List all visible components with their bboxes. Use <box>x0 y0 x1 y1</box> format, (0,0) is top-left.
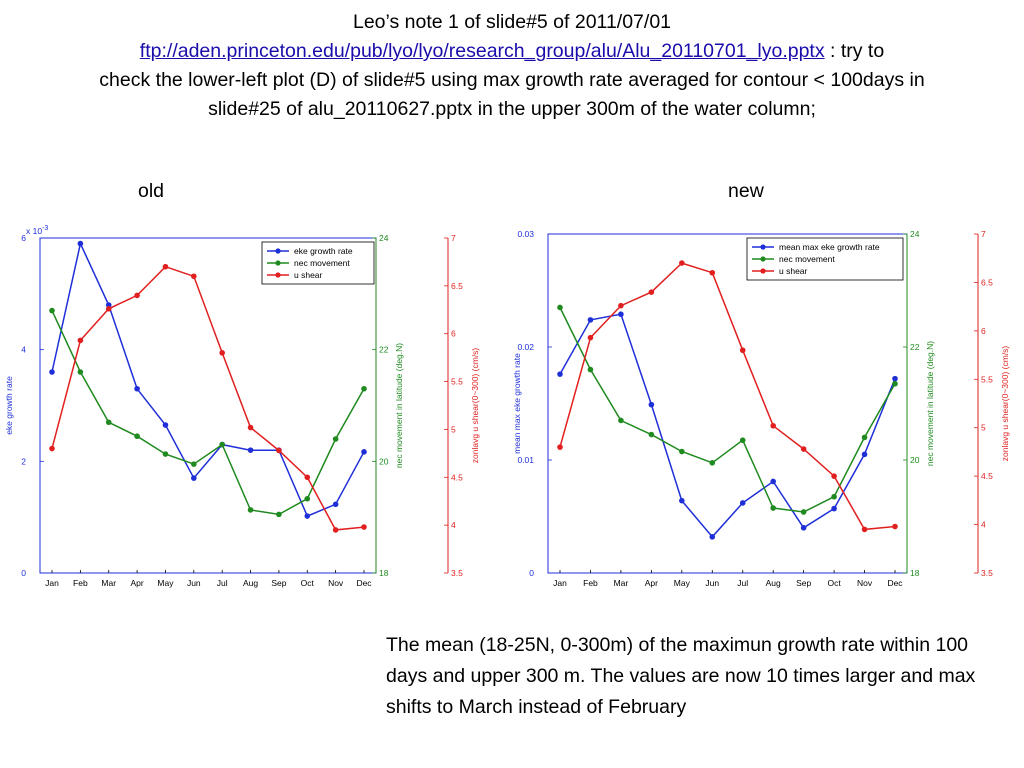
green-tick-label: 22 <box>910 342 920 352</box>
x-tick-label: Feb <box>73 578 88 588</box>
red-tick-label: 3.5 <box>981 568 993 578</box>
data-point-left <box>892 376 898 382</box>
data-point-left <box>740 500 746 506</box>
data-point-green <box>49 308 55 314</box>
data-point-left <box>801 525 807 531</box>
data-point-left <box>304 513 310 519</box>
left-tick-label: 0.02 <box>517 342 534 352</box>
data-point-red <box>618 303 624 309</box>
new-chart <box>505 222 1020 592</box>
left-axis-label: mean max eke growth rate <box>512 353 522 454</box>
plot-frame <box>40 238 376 573</box>
data-point-green <box>248 507 254 513</box>
green-tick-label: 22 <box>379 344 389 355</box>
left-axis-exponent: x $10^{-3}$ <box>26 225 49 236</box>
x-tick-label: Mar <box>613 578 629 588</box>
data-point-green <box>304 496 310 502</box>
data-point-red <box>163 264 169 270</box>
red-tick-label: 7 <box>451 233 456 243</box>
data-point-left <box>831 506 837 512</box>
x-tick-label: Jun <box>186 578 201 588</box>
green-tick-label: 18 <box>379 568 389 578</box>
legend-marker <box>760 256 765 261</box>
data-point-red <box>831 473 837 479</box>
x-tick-label: Jul <box>737 578 749 588</box>
green-axis-label: nec movement in latitude (deg.N) <box>925 340 935 467</box>
data-point-red <box>219 350 225 356</box>
series-line-green <box>560 308 895 513</box>
red-tick-label: 3.5 <box>451 568 463 578</box>
data-point-green <box>361 386 367 392</box>
data-point-green <box>78 369 84 375</box>
data-point-red <box>709 270 715 276</box>
data-point-green <box>333 436 339 442</box>
left-tick-label: 0.01 <box>517 455 534 465</box>
green-tick-label: 24 <box>379 233 389 243</box>
note-text: The mean (18-25N, 0-300m) of the maximun growth rate within 100 days and upper 300 m. The values are now 10 times larger and max shifts to March instead of February <box>386 634 976 718</box>
data-point-left <box>49 369 55 375</box>
data-point-red <box>49 446 55 452</box>
data-point-red <box>740 347 746 353</box>
red-tick-label: 5 <box>451 424 456 435</box>
data-point-left <box>163 422 169 428</box>
green-tick-label: 20 <box>910 455 920 465</box>
slide-header <box>0 8 1024 124</box>
red-axis-label: zonlavg u shear(0~300) (cm/s) <box>470 347 480 464</box>
data-point-left <box>333 502 339 508</box>
x-tick-label: Apr <box>130 578 144 588</box>
x-tick-label: Sep <box>796 578 812 588</box>
data-point-red <box>679 260 685 266</box>
data-point-green <box>163 451 169 457</box>
red-tick-label: 4 <box>451 520 456 531</box>
legend-label: u shear <box>294 270 323 280</box>
x-tick-label: Mar <box>101 578 117 588</box>
data-point-green <box>588 367 594 373</box>
old-chart <box>0 222 500 592</box>
x-tick-label: Sep <box>271 578 287 588</box>
data-point-red <box>248 425 254 431</box>
left-tick-label: 0 <box>529 568 534 578</box>
x-tick-label: Jan <box>45 578 59 588</box>
x-tick-label: Jun <box>705 578 720 588</box>
red-tick-label: 5 <box>981 422 986 433</box>
data-point-left <box>618 311 624 317</box>
data-point-red <box>770 423 776 429</box>
data-point-green <box>618 418 624 424</box>
green-axis-label: nec movement in latitude (deg.N) <box>394 342 404 469</box>
data-point-red <box>588 335 594 341</box>
legend-marker <box>275 260 280 265</box>
legend-label: mean max eke growth rate <box>779 242 880 252</box>
data-point-green <box>801 509 807 515</box>
data-point-left <box>679 498 685 504</box>
header-link-line <box>0 37 1024 66</box>
red-tick-label: 5.5 <box>981 374 993 385</box>
legend-label: u shear <box>779 266 808 276</box>
left-axis-label: eke growth rate <box>4 376 14 435</box>
data-point-red <box>361 524 367 530</box>
data-point-green <box>709 460 715 466</box>
x-tick-label: Jul <box>216 578 228 588</box>
red-tick-label: 5.5 <box>451 376 463 387</box>
legend-label: nec movement <box>294 258 350 268</box>
left-tick-label: 2 <box>21 456 26 467</box>
red-tick-label: 6.5 <box>451 280 463 291</box>
x-tick-label: Dec <box>887 578 903 588</box>
series-line-left <box>52 244 364 516</box>
data-point-green <box>649 432 655 438</box>
data-point-green <box>892 381 898 387</box>
header-link-suffix: : try to <box>824 40 885 62</box>
data-point-left <box>134 386 140 392</box>
x-tick-label: Dec <box>356 578 372 588</box>
red-tick-label: 4 <box>981 519 986 530</box>
data-point-green <box>557 305 563 311</box>
data-point-left <box>78 241 84 247</box>
data-point-green <box>219 442 225 448</box>
data-point-red <box>276 448 282 454</box>
left-tick-label: 0.03 <box>517 229 534 239</box>
red-tick-label: 7 <box>981 229 986 239</box>
red-tick-label: 6 <box>451 328 456 339</box>
data-point-red <box>333 527 339 533</box>
legend-label: nec movement <box>779 254 835 264</box>
data-point-green <box>862 435 868 441</box>
x-tick-label: Aug <box>765 578 781 588</box>
data-point-left <box>557 371 563 377</box>
legend-marker <box>760 244 765 249</box>
legend-marker <box>275 272 280 277</box>
plot-frame <box>548 234 907 573</box>
data-point-left <box>862 452 868 458</box>
x-tick-label: Aug <box>242 578 259 588</box>
left-tick-label: 4 <box>21 344 26 355</box>
series-line-left <box>560 314 895 537</box>
x-tick-label: Oct <box>300 578 314 588</box>
x-tick-label: Jan <box>553 578 567 588</box>
data-point-red <box>78 338 84 344</box>
data-point-red <box>304 474 310 480</box>
data-point-red <box>191 273 197 279</box>
left-tick-label: 0 <box>21 568 26 578</box>
x-tick-label: Feb <box>583 578 598 588</box>
data-point-green <box>191 461 197 467</box>
header-title: Leo’s note 1 of slide#5 of 2011/07/01 <box>352 11 672 33</box>
data-point-green <box>770 505 776 511</box>
data-point-left <box>709 534 715 540</box>
data-point-left <box>649 402 655 408</box>
red-tick-label: 6.5 <box>981 277 993 288</box>
x-tick-label: Apr <box>644 578 658 588</box>
green-tick-label: 24 <box>910 229 920 239</box>
data-point-left <box>191 475 197 481</box>
left-tick-label: 6 <box>21 233 26 243</box>
x-tick-label: Oct <box>827 578 841 588</box>
data-point-green <box>679 449 685 455</box>
data-point-red <box>892 524 898 530</box>
green-tick-label: 18 <box>910 568 920 578</box>
data-point-green <box>276 512 282 518</box>
data-point-red <box>801 446 807 452</box>
x-tick-label: Nov <box>328 578 344 588</box>
pptx-link[interactable]: ftp://aden.princeton.edu/pub/lyo/lyo/research_group/alu/Alu_20110701_lyo.pptx <box>139 40 825 62</box>
red-tick-label: 4.5 <box>451 472 463 483</box>
data-point-red <box>134 293 140 299</box>
legend-marker <box>760 268 765 273</box>
legend-label: eke growth rate <box>294 246 353 256</box>
data-point-red <box>106 306 112 312</box>
data-point-left <box>361 449 367 455</box>
x-tick-label: May <box>673 578 690 588</box>
x-tick-label: May <box>157 578 174 588</box>
red-tick-label: 4.5 <box>981 471 993 482</box>
green-tick-label: 20 <box>379 456 389 467</box>
red-tick-label: 6 <box>981 325 986 336</box>
x-tick-label: Nov <box>856 578 873 588</box>
data-point-red <box>649 289 655 295</box>
data-point-red <box>557 444 563 450</box>
data-point-left <box>588 317 594 323</box>
data-point-green <box>740 437 746 443</box>
data-point-left <box>770 479 776 485</box>
data-point-left <box>248 447 254 453</box>
red-axis-label: zonlavg u shear(0~300) (cm/s) <box>1000 345 1010 462</box>
header-line-4: slide#25 of alu_20110627.pptx in the upper 300m of the water column; <box>208 98 816 120</box>
legend-marker <box>275 248 280 253</box>
data-point-green <box>831 494 837 500</box>
data-point-red <box>862 527 868 533</box>
new-plot-label: new <box>728 180 764 202</box>
series-line-red <box>52 267 364 530</box>
series-line-green <box>52 311 364 515</box>
data-point-green <box>134 433 140 439</box>
old-plot-label: old <box>138 180 165 202</box>
header-line-3: check the lower-left plot (D) of slide#5 using max growth rate averaged for contour < 100days in <box>99 69 925 91</box>
data-point-green <box>106 419 112 425</box>
